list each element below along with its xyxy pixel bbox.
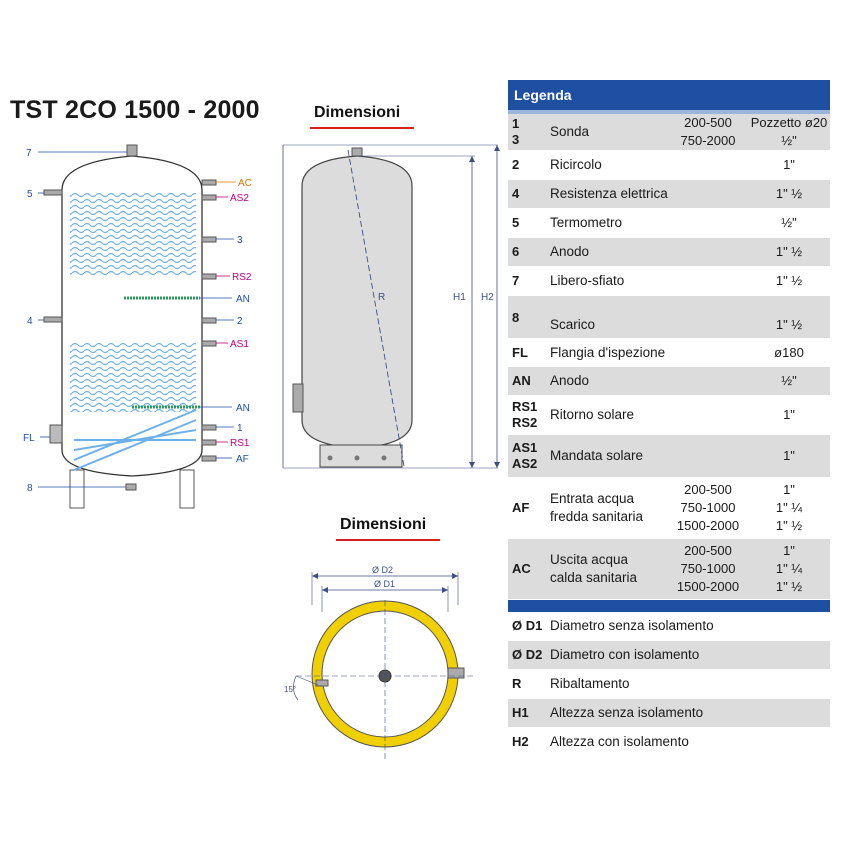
legend-dimension-code: Ø D2 [512, 647, 543, 662]
legend-dimension-row [508, 612, 830, 641]
legend-code: 1 3 [512, 116, 520, 147]
label-angle: 15° [284, 685, 297, 694]
legend-row [508, 209, 830, 238]
legend-connection-size: 1" ½ [775, 186, 803, 201]
legend-dimension-row [508, 670, 830, 699]
label-1: 1 [237, 423, 243, 434]
legend-row [508, 296, 830, 339]
legend-code: 2 [512, 157, 520, 172]
legend-dimension-code: H1 [512, 705, 529, 720]
section-tank [38, 145, 236, 508]
legend-connection-size: 1" ½ [775, 518, 803, 533]
legend-description: Ritorno solare [550, 407, 635, 422]
dimensioni-heading-bottom: Dimensioni [340, 516, 427, 533]
legend-size-range: 750-1000 [680, 500, 736, 515]
legend-row [508, 539, 830, 600]
legend-code: AF [512, 500, 530, 515]
legend-description: Flangia d'ispezione [550, 344, 666, 360]
legend-dimension-code: Ø D1 [512, 618, 543, 633]
legend-description: Libero-sfiato [550, 273, 625, 288]
legend-code: RS1 RS2 [512, 399, 538, 430]
label-r: R [378, 292, 386, 303]
label-as2: AS2 [230, 193, 249, 204]
label-ac: AC [238, 178, 252, 189]
label-rs1: RS1 [230, 438, 250, 449]
legend-code: AC [512, 561, 531, 576]
legend-description: Resistenza elettrica [550, 186, 668, 201]
legend-connection-size: 1" ½ [775, 317, 803, 332]
legend-code: 5 [512, 215, 520, 230]
legend-dimension-description: Altezza senza isolamento [550, 705, 704, 720]
legend-connection-size: Pozzetto ø20 [750, 115, 828, 130]
legend-dimension-description: Diametro con isolamento [550, 647, 700, 662]
legend-connection-size: 1" [783, 448, 795, 463]
label-h1: H1 [453, 292, 466, 303]
legend-dimension-description: Diametro senza isolamento [550, 618, 714, 633]
dimensioni-heading-top: Dimensioni [314, 104, 401, 121]
legend-code: 4 [512, 186, 520, 201]
legend-connection-size: 1" ½ [775, 273, 803, 288]
legend-dimension-row [508, 641, 830, 670]
label-af: AF [236, 454, 249, 465]
legend-dimension-description: Altezza con isolamento [550, 734, 689, 749]
legend-connection-size: 1" [783, 543, 795, 558]
legend-description: Termometro [550, 215, 623, 230]
label-7: 7 [26, 148, 32, 159]
legend-description: Entrata acqua fredda sanitaria [550, 491, 644, 524]
legend-header: Legenda [508, 80, 830, 114]
legend-connection-size: ½" [781, 373, 797, 388]
legend-size-range: 750-2000 [680, 133, 736, 148]
legend-description: Sonda [550, 124, 590, 139]
side-view-tank [283, 145, 500, 468]
legend-connection-size: 1" [783, 157, 795, 172]
legend-dimension-rows [508, 612, 830, 757]
legend-size-range: 1500-2000 [676, 518, 740, 533]
legend-code: 6 [512, 244, 520, 259]
legend-code: FL [512, 344, 528, 360]
legend-code: AN [512, 373, 531, 388]
label-fl: FL [23, 433, 35, 444]
legend-connection-size: 1" ¼ [775, 561, 803, 576]
legend-row [508, 114, 830, 151]
label-d2: Ø D2 [372, 565, 394, 575]
legend-size-range: 1500-2000 [676, 579, 740, 594]
label-an-top: AN [236, 294, 250, 305]
legend-dimension-description: Ribaltamento [550, 676, 630, 691]
legend-row [508, 339, 830, 367]
legend-divider [508, 600, 830, 612]
label-an-bottom: AN [236, 403, 250, 414]
legend-rows [508, 114, 830, 600]
legend-dimension-code: H2 [512, 734, 529, 749]
legend-row [508, 180, 830, 209]
legend-row [508, 151, 830, 180]
legend-row [508, 238, 830, 267]
legend-table [508, 80, 830, 757]
legend-connection-size: 1" [783, 407, 795, 422]
legend-dimension-row [508, 728, 830, 757]
label-2: 2 [237, 316, 243, 327]
label-d1: Ø D1 [374, 579, 396, 589]
legend-connection-size: 1" ½ [775, 244, 803, 259]
legend-connection-size: ø180 [774, 344, 804, 360]
legend-size-range: 200-500 [684, 543, 732, 558]
legend-row [508, 396, 830, 435]
legend-connection-size: ½" [781, 133, 797, 148]
label-as1: AS1 [230, 339, 249, 350]
legend-dimension-row [508, 699, 830, 728]
legend-row [508, 367, 830, 396]
legend-size-range: 200-500 [684, 115, 732, 130]
label-3: 3 [237, 235, 243, 246]
legend-code: 8 [512, 310, 520, 325]
legend-row [508, 267, 830, 296]
legend-description: Anodo [550, 373, 590, 388]
legend-description: Anodo [550, 244, 590, 259]
label-4: 4 [27, 316, 33, 327]
legend-size-range: 200-500 [684, 482, 732, 497]
label-rs2: RS2 [232, 272, 252, 283]
legend-description: Mandata solare [550, 448, 644, 463]
legend-connection-size: 1" ¼ [775, 500, 803, 515]
legend-description: Ricircolo [550, 157, 602, 172]
legend-connection-size: 1" ½ [775, 579, 803, 594]
legend-code: 7 [512, 273, 520, 288]
label-h2: H2 [481, 292, 494, 303]
legend-code: AS1 AS2 [512, 440, 538, 471]
legend-connection-size: ½" [781, 215, 797, 230]
label-5: 5 [27, 189, 33, 200]
product-title: TST 2CO 1500 - 2000 [10, 96, 260, 124]
legend-connection-size: 1" [783, 482, 795, 497]
legend-row [508, 478, 830, 539]
legend-description: Scarico [550, 317, 596, 332]
legend-row [508, 435, 830, 478]
top-view-tank [293, 572, 474, 760]
label-8: 8 [27, 483, 33, 494]
legend-dimension-code: R [512, 676, 522, 691]
legend-description: Uscita acqua calda sanitaria [550, 552, 638, 585]
legend-size-range: 750-1000 [680, 561, 736, 576]
